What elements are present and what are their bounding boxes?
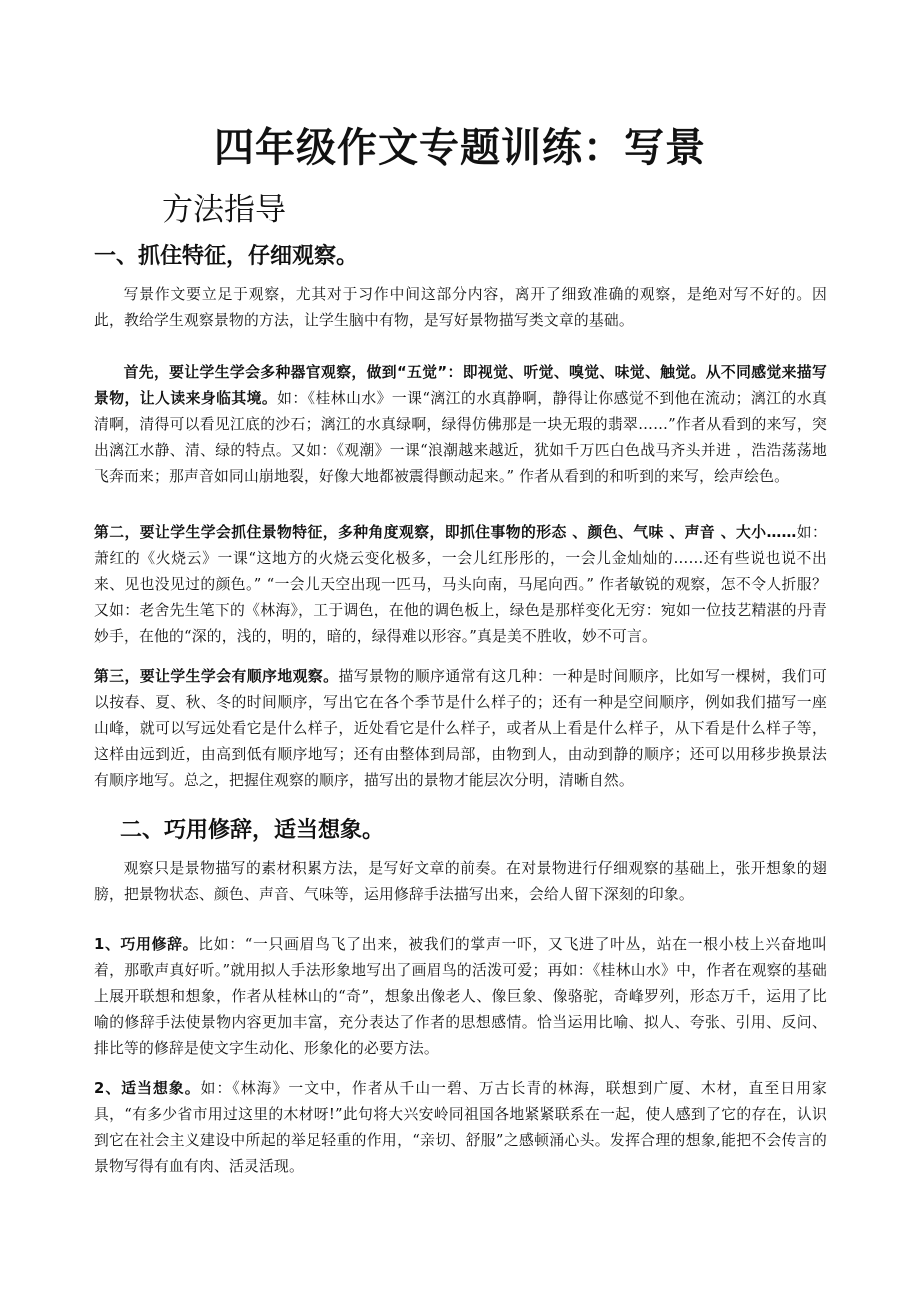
section-1-paragraph-2 (94, 520, 827, 650)
paragraph-lead: 首先，要让学生学会多种器官观察，做到“五觉”：即视觉、听觉、嗅觉、味觉、触觉。从不同感觉来描写景物，让人读来身临其境。 (94, 364, 827, 407)
paragraph-lead: 第三，要让学生学会有顺序地观察。 (94, 668, 339, 685)
section-2-paragraph-1 (94, 932, 827, 1062)
paragraph-lead: 第二，要让学生学会抓住景物特征，多种角度观察，即抓住事物的形态 、颜色、气味 、声音 、大小…… (94, 524, 797, 541)
section-2-intro: 观察只是景物描写的素材积累方法，是写好文章的前奏。在对景物进行仔细观察的基础上，张开想象的翅膀，把景物状态、颜色、声音、气味等，运用修辞手法描写出来，会给人留下深刻的印象。 (94, 860, 827, 903)
paragraph-lead: 2、适当想象。 (94, 1080, 201, 1097)
section-1-intro: 写景作文要立足于观察，尤其对于习作中间这部分内容，离开了细致准确的观察，是绝对写不好的。因此，教给学生观察景物的方法，让学生脑中有物，是写好景物描写类文章的基础。 (94, 286, 827, 329)
paragraph-lead: 1、巧用修辞。 (94, 936, 199, 953)
paragraph-body: 比如：“一只画眉鸟飞了出来，被我们的掌声一吓，又飞进了叶丛，站在一根小枝上兴奋地叫着，那歌声真好听。”就用拟人手法形象地写出了画眉鸟的活泼可爱；再如：《桂林山水》中，作者在观察的基础上展开联想和想象，作者从桂林山的“奇”，想象出像老人、像巨象、像骆驼，奇峰罗列，形态万千，运用了比喻的修辞手法使景物内容更加丰富，充分表达了作者的思想感情。恰当运用比喻、拟人、夸张、引用、反问、排比等的修辞是使文字生动化、形象化的必要方法。 (94, 936, 827, 1057)
section-2-paragraph-2 (94, 1076, 827, 1180)
paragraph-body: 如：《林海》一文中，作者从千山一碧、万古长青的林海，联想到广厦、木材，直至日用家具，“有多少省市用过这里的木材呀!”此句将大兴安岭同祖国各地紧紧联系在一起，使人感到了它的存在，认识到它在社会主义建设中所起的举足轻重的作用，“亲切、舒服”之感顿涌心头。发挥合理的想象,能把不会传言的景物写得有血有肉、活灵活现。 (94, 1080, 827, 1175)
document-subtitle: 方法指导 (162, 192, 286, 228)
section-1-heading: 一、抓住特征，仔细观察。 (94, 244, 359, 269)
document-title: 四年级作文专题训练：写景 (214, 125, 706, 171)
paragraph-body: 如：萧红的《火烧云》一课“这地方的火烧云变化极多，一会儿红彤彤的，一会儿金灿灿的……还有些说也说不出来、见也没见过的颜色。” “一会儿天空出现一匹马，马头向南，马尾向西。” 作者敏锐的观察，怎不令人折服？ 又如：老舍先生笔下的《林海》，工于调色，在他的调色板上，绿色是那样变化无穷：宛如一位技艺精湛的丹青妙手，在他的“深的，浅的，明的，暗的，绿得难以形容。”真是美不胜收，妙不可言。 (94, 524, 827, 645)
section-1-paragraph-1 (94, 360, 827, 490)
paragraph-body: 如：《桂林山水》一课“漓江的水真静啊，静得让你感觉不到他在流动；漓江的水真清啊，清得可以看见江底的沙石；漓江的水真绿啊，绿得仿佛那是一块无瑕的翡翠……”作者从看到的来写，突出漓江水静、清、绿的特点。又如：《观潮》一课“浪潮越来越近，犹如千万匹白色战马齐头并进 ，浩浩荡荡地飞奔而来；那声音如同山崩地裂，好像大地都被震得颤动起来。” 作者从看到的和听到的来写，绘声绘色。 (94, 390, 827, 485)
section-2-heading: 二、巧用修辞，适当想象。 (120, 818, 385, 843)
section-1-paragraph-3 (94, 664, 827, 794)
paragraph-body: 描写景物的顺序通常有这几种：一种是时间顺序，比如写一棵树，我们可以按春、夏、秋、冬的时间顺序，写出它在各个季节是什么样子的；还有一种是空间顺序，例如我们描写一座山峰，就可以写远处看它是什么样子，近处看它是什么样子，或者从上看是什么样子，从下看是什么样子等，这样由远到近，由高到低有顺序地写；还有由整体到局部，由物到人，由动到静的顺序；还可以用移步换景法有顺序地写。总之，把握住观察的顺序，描写出的景物才能层次分明，清晰自然。 (94, 668, 828, 789)
